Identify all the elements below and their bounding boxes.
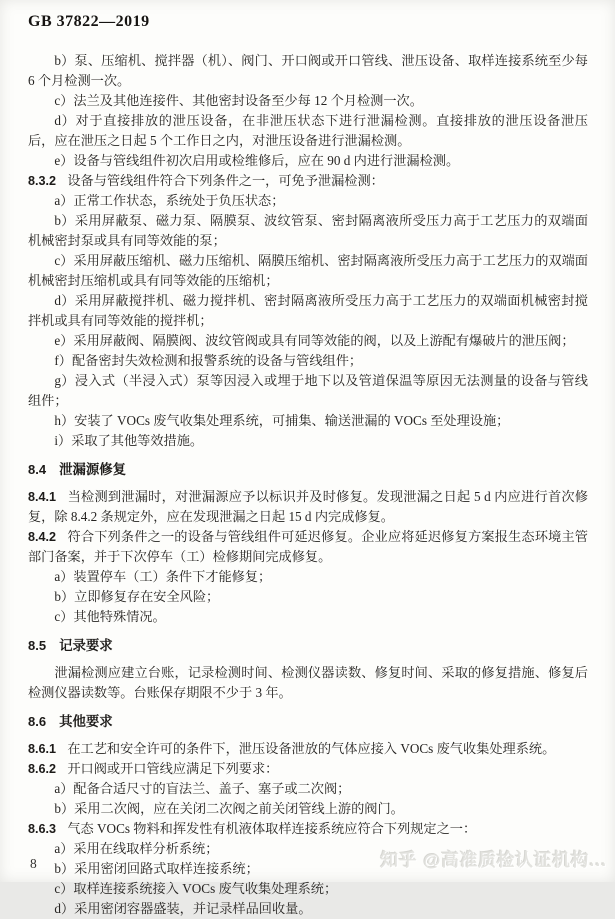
clause-number: 8.4.1 [28, 490, 57, 504]
list-item: e）设备与管线组件初次启用或检维修后，应在 90 d 内进行泄漏检测。 [54, 153, 460, 168]
clause-paragraph: 8.6.2 开口阀或开口管线应满足下列要求： [28, 761, 279, 776]
list-item: a）装置停车（工）条件下才能修复； [54, 569, 272, 584]
list-item: b）采用屏蔽泵、磁力泵、隔膜泵、波纹管泵、密封隔离液所受压力高于工艺压力的双端面机械密封泵或具有同等效能的泵； [28, 213, 588, 248]
clause-number: 8.4 [28, 462, 47, 477]
clause-number: 8.6.3 [28, 822, 57, 836]
section-heading: 8.6 其他要求 [28, 714, 113, 729]
clause-number: 8.6.1 [28, 742, 57, 756]
list-item: e）采用屏蔽阀、隔膜阀、波纹管阀或具有同等效能的阀，以及上游配有爆破片的泄压阀； [54, 333, 575, 348]
clause-paragraph: 8.4.2 符合下列条件之一的设备与管线组件可延迟修复。企业应将延迟修复方案报生态环境主管部门备案，并于下次停车（工）检修期间完成修复。 [28, 529, 588, 564]
list-item: a）配备合适尺寸的盲法兰、盖子、塞子或二次阀； [54, 781, 351, 796]
list-item: c）取样连接系统接入 VOCs 废气收集处理系统； [54, 881, 338, 896]
list-item: b）采用密闭回路式取样连接系统； [54, 861, 259, 876]
clause-number: 8.6 [28, 714, 47, 729]
list-item: g）浸入式（半浸入式）泵等因浸入或埋于地下以及管道保温等原因无法测量的设备与管线组件； [28, 373, 588, 408]
list-item: c）法兰及其他连接件、其他密封设备至少每 12 个月检测一次。 [54, 93, 423, 108]
list-item: b）采用二次阀，应在关闭二次阀之前关闭管线上游的阀门。 [54, 801, 404, 816]
list-item: d）对于直接排放的泄压设备，在非泄压状态下进行泄漏检测。直接排放的泄压设备泄压后，应在泄压之日起 5 个工作日之内，对泄压设备进行泄漏检测。 [28, 113, 588, 148]
list-item: a）采用在线取样分析系统； [54, 841, 219, 856]
list-item: b）立即修复存在安全风险； [54, 589, 220, 604]
clause-number: 8.6.2 [28, 762, 57, 776]
clause-number: 8.5 [28, 638, 47, 653]
paragraph: 泄漏检测应建立台账，记录检测时间、检测仪器读数、修复时间、采取的修复措施、修复后检测仪器读数等。台账保存期限不少于 3 年。 [28, 665, 588, 700]
clause-number: 8.4.2 [28, 530, 57, 544]
page-number: 8 [30, 856, 37, 871]
list-item: f）配备密封失效检测和报警系统的设备与管线组件； [54, 353, 363, 368]
list-item: c）其他特殊情况。 [54, 609, 166, 624]
watermark: 知乎 @高准质检认证机构... [380, 850, 607, 870]
clause-paragraph: 8.6.1 在工艺和安全许可的条件下，泄压设备泄放的气体应接入 VOCs 废气收集处理系统。 [28, 741, 556, 756]
clause-paragraph: 8.3.2 设备与管线组件符合下列条件之一，可免予泄漏检测： [28, 173, 384, 188]
list-item: i）采取了其他等效措施。 [54, 433, 204, 448]
list-item: h）安装了 VOCs 废气收集处理系统，可捕集、输送泄漏的 VOCs 至处理设施； [54, 413, 510, 428]
list-item: d）采用屏蔽搅拌机、磁力搅拌机、密封隔离液所受压力高于工艺压力的双端面机械密封搅拌机或具有同等效能的搅拌机； [28, 293, 588, 328]
list-item: c）采用屏蔽压缩机、磁力压缩机、隔膜压缩机、密封隔离液所受压力高于工艺压力的双端面机械密封压缩机或具有同等效能的压缩机； [28, 253, 588, 288]
clause-number: 8.3.2 [28, 174, 57, 188]
list-item: a）正常工作状态，系统处于负压状态； [54, 193, 285, 208]
document-body [28, 51, 588, 919]
clause-paragraph: 8.4.1 当检测到泄漏时，对泄漏源应予以标识并及时修复。发现泄漏之日起 5 d 内应进行首次修复，除 8.4.2 条规定外，应在发现泄漏之日起 15 d 内完成修复。 [28, 489, 588, 524]
standard-number-header: GB 37822—2019 [28, 13, 150, 30]
section-heading: 8.4 泄漏源修复 [28, 462, 127, 477]
section-heading: 8.5 记录要求 [28, 638, 113, 653]
list-item: d）采用密闭容器盛装，并记录样品回收量。 [54, 901, 312, 916]
list-item: b）泵、压缩机、搅拌器（机）、阀门、开口阀或开口管线、泄压设备、取样连接系统至少每 6 个月检测一次。 [28, 53, 588, 88]
clause-paragraph: 8.6.3 气态 VOCs 物料和挥发性有机液体取样连接系统应符合下列规定之一： [28, 821, 477, 836]
